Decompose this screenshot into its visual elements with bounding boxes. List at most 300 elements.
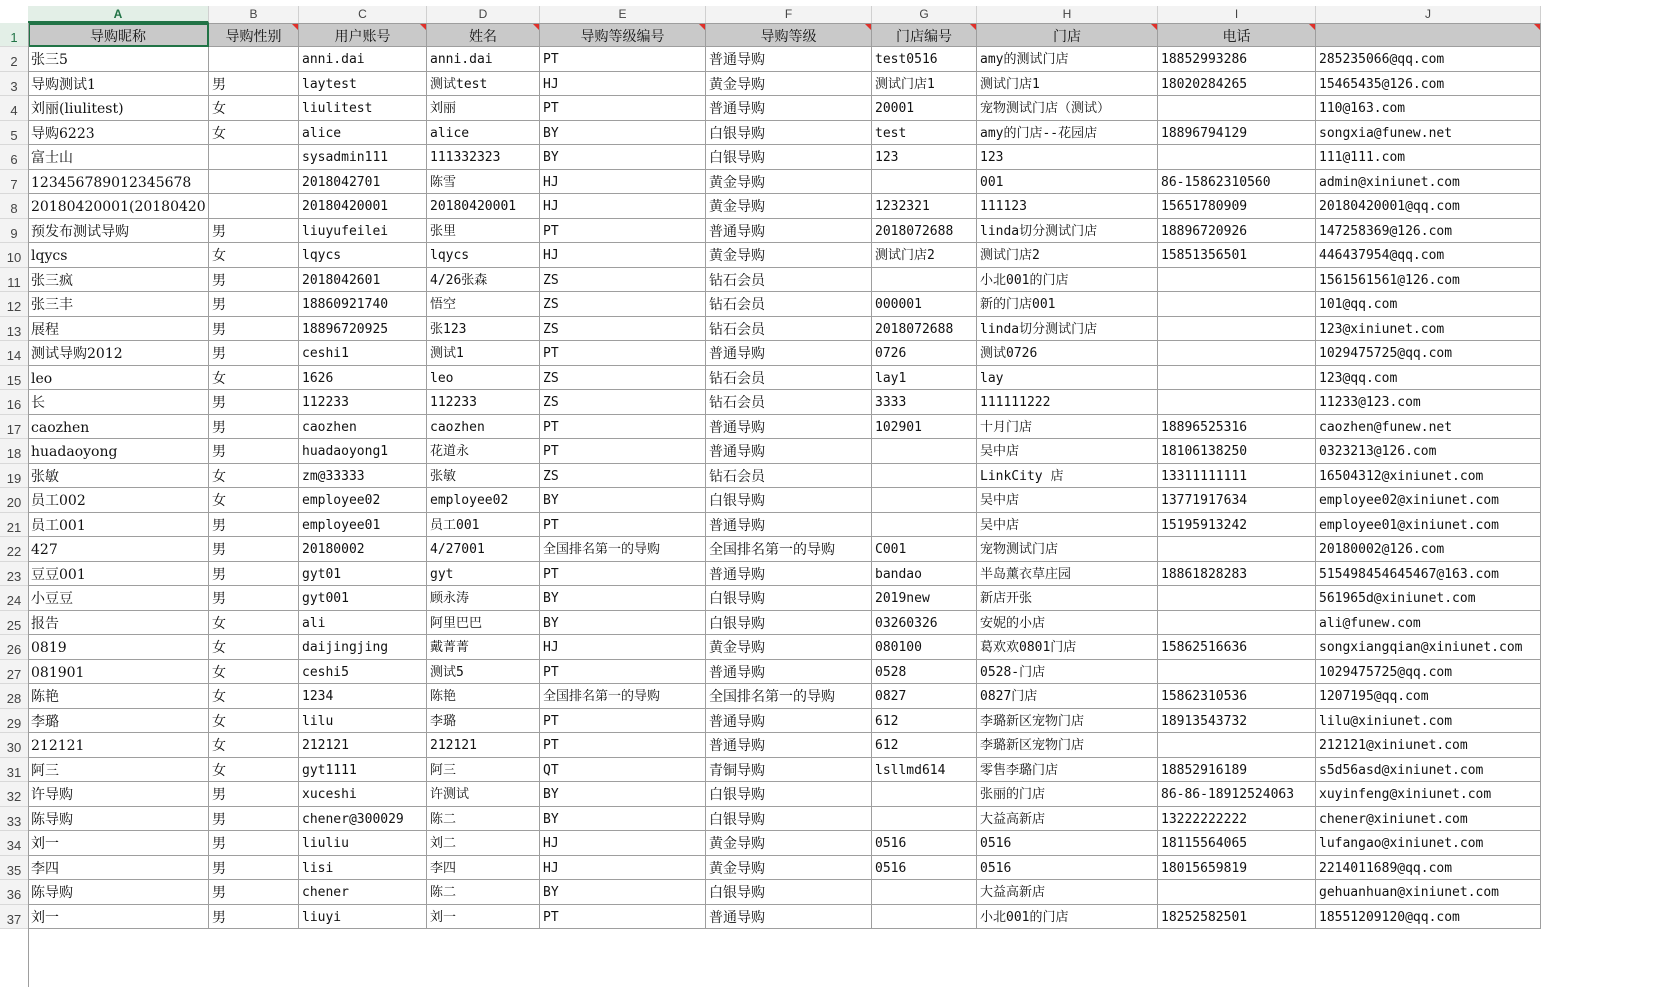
table-cell-h[interactable]: 0516 — [977, 831, 1158, 856]
table-cell-f[interactable]: 普通导购 — [706, 47, 872, 72]
header-cell-b[interactable] — [209, 23, 299, 47]
row-number[interactable]: 36 — [0, 880, 28, 905]
table-cell-c[interactable]: liuyi — [299, 905, 427, 930]
table-cell-b[interactable]: 女 — [209, 611, 299, 636]
header-cell-g[interactable] — [872, 23, 977, 47]
table-cell-c[interactable]: 212121 — [299, 733, 427, 758]
table-cell-i[interactable]: 18015659819 — [1158, 856, 1316, 881]
table-cell-i[interactable]: 18115564065 — [1158, 831, 1316, 856]
table-cell-a[interactable]: 427 — [28, 537, 209, 562]
column-letter-i[interactable]: I — [1158, 6, 1316, 23]
table-cell-h[interactable]: 123 — [977, 145, 1158, 170]
table-cell-j[interactable]: 1029475725@qq.com — [1316, 341, 1541, 366]
table-cell-j[interactable]: 285235066@qq.com — [1316, 47, 1541, 72]
table-cell-g[interactable]: 123 — [872, 145, 977, 170]
comment-marker-icon[interactable] — [420, 24, 426, 30]
table-cell-d[interactable]: leo — [427, 366, 540, 391]
table-cell-j[interactable]: songxia@funew.net — [1316, 121, 1541, 146]
comment-marker-icon[interactable] — [970, 24, 976, 30]
table-cell-d[interactable]: gyt — [427, 562, 540, 587]
table-cell-j[interactable]: 123@xiniunet.com — [1316, 317, 1541, 342]
table-cell-e[interactable]: BY — [540, 807, 706, 832]
table-cell-j[interactable]: 101@qq.com — [1316, 292, 1541, 317]
table-cell-g[interactable] — [872, 488, 977, 513]
table-cell-a[interactable]: 陈艳 — [28, 684, 209, 709]
table-cell-j[interactable]: 1029475725@qq.com — [1316, 660, 1541, 685]
table-cell-a[interactable]: 许导购 — [28, 782, 209, 807]
table-cell-j[interactable]: employee02@xiniunet.com — [1316, 488, 1541, 513]
table-cell-c[interactable]: employee01 — [299, 513, 427, 538]
table-cell-f[interactable]: 白银导购 — [706, 807, 872, 832]
row-number[interactable]: 11 — [0, 268, 28, 293]
table-cell-f[interactable]: 黄金导购 — [706, 243, 872, 268]
table-cell-b[interactable]: 女 — [209, 464, 299, 489]
table-cell-e[interactable]: HJ — [540, 243, 706, 268]
table-cell-c[interactable]: 18896720925 — [299, 317, 427, 342]
table-cell-i[interactable] — [1158, 341, 1316, 366]
header-cell-a[interactable] — [28, 23, 209, 47]
table-cell-e[interactable]: PT — [540, 439, 706, 464]
row-number[interactable]: 6 — [0, 145, 28, 170]
table-cell-b[interactable]: 女 — [209, 366, 299, 391]
table-cell-g[interactable]: bandao — [872, 562, 977, 587]
table-cell-g[interactable] — [872, 880, 977, 905]
table-cell-j[interactable]: s5d56asd@xiniunet.com — [1316, 758, 1541, 783]
table-cell-b[interactable]: 女 — [209, 121, 299, 146]
table-cell-d[interactable]: anni.dai — [427, 47, 540, 72]
row-number[interactable]: 10 — [0, 243, 28, 268]
table-cell-h[interactable]: 李璐新区宠物门店 — [977, 709, 1158, 734]
row-number[interactable]: 27 — [0, 660, 28, 685]
table-cell-f[interactable]: 普通导购 — [706, 219, 872, 244]
table-cell-d[interactable]: 李四 — [427, 856, 540, 881]
table-cell-f[interactable]: 黄金导购 — [706, 856, 872, 881]
table-cell-c[interactable]: 2018042601 — [299, 268, 427, 293]
table-cell-c[interactable]: sysadmin111 — [299, 145, 427, 170]
table-cell-c[interactable]: liulitest — [299, 96, 427, 121]
table-cell-i[interactable]: 86-15862310560 — [1158, 170, 1316, 195]
table-cell-i[interactable]: 18852993286 — [1158, 47, 1316, 72]
column-letter-f[interactable]: F — [706, 6, 872, 23]
table-cell-e[interactable]: BY — [540, 611, 706, 636]
row-number[interactable]: 5 — [0, 121, 28, 146]
table-cell-e[interactable]: PT — [540, 341, 706, 366]
table-cell-a[interactable]: lqycs — [28, 243, 209, 268]
table-cell-a[interactable]: 豆豆001 — [28, 562, 209, 587]
table-cell-f[interactable]: 白银导购 — [706, 121, 872, 146]
table-cell-b[interactable]: 男 — [209, 268, 299, 293]
table-cell-a[interactable]: 123456789012345678 — [28, 170, 209, 195]
table-cell-i[interactable]: 18913543732 — [1158, 709, 1316, 734]
header-cell-d[interactable] — [427, 23, 540, 47]
table-cell-e[interactable]: ZS — [540, 292, 706, 317]
table-cell-h[interactable]: 测试0726 — [977, 341, 1158, 366]
table-cell-e[interactable]: 全国排名第一的导购 — [540, 684, 706, 709]
table-cell-b[interactable]: 男 — [209, 880, 299, 905]
table-cell-c[interactable]: 20180420001 — [299, 194, 427, 219]
table-cell-j[interactable]: 561965d@xiniunet.com — [1316, 586, 1541, 611]
table-cell-a[interactable]: 李四 — [28, 856, 209, 881]
column-letter-j[interactable]: J — [1316, 6, 1541, 23]
row-number[interactable]: 23 — [0, 562, 28, 587]
table-cell-g[interactable]: 0528 — [872, 660, 977, 685]
table-cell-j[interactable]: lufangao@xiniunet.com — [1316, 831, 1541, 856]
table-cell-e[interactable]: HJ — [540, 635, 706, 660]
table-cell-f[interactable]: 普通导购 — [706, 439, 872, 464]
table-cell-i[interactable] — [1158, 268, 1316, 293]
table-cell-c[interactable]: ali — [299, 611, 427, 636]
row-number[interactable]: 24 — [0, 586, 28, 611]
table-cell-b[interactable]: 男 — [209, 831, 299, 856]
table-cell-a[interactable]: 张三丰 — [28, 292, 209, 317]
row-number[interactable]: 3 — [0, 72, 28, 97]
table-cell-c[interactable]: 20180002 — [299, 537, 427, 562]
comment-marker-icon[interactable] — [699, 24, 705, 30]
table-cell-b[interactable]: 女 — [209, 733, 299, 758]
row-number[interactable]: 14 — [0, 341, 28, 366]
table-cell-e[interactable]: BY — [540, 782, 706, 807]
table-cell-b[interactable]: 男 — [209, 586, 299, 611]
table-cell-c[interactable]: 1234 — [299, 684, 427, 709]
table-cell-a[interactable]: 陈导购 — [28, 880, 209, 905]
table-cell-j[interactable]: 123@qq.com — [1316, 366, 1541, 391]
row-number[interactable]: 21 — [0, 513, 28, 538]
table-cell-i[interactable]: 13311111111 — [1158, 464, 1316, 489]
table-cell-f[interactable]: 钻石会员 — [706, 292, 872, 317]
table-cell-e[interactable]: 全国排名第一的导购 — [540, 537, 706, 562]
table-cell-c[interactable]: 18860921740 — [299, 292, 427, 317]
table-cell-j[interactable]: 20180002@126.com — [1316, 537, 1541, 562]
table-cell-i[interactable]: 18896525316 — [1158, 415, 1316, 440]
row-number[interactable]: 2 — [0, 47, 28, 72]
table-cell-e[interactable]: PT — [540, 562, 706, 587]
table-cell-c[interactable]: 1626 — [299, 366, 427, 391]
table-cell-a[interactable]: 张敏 — [28, 464, 209, 489]
table-cell-h[interactable]: 测试门店2 — [977, 243, 1158, 268]
table-cell-d[interactable]: 陈雪 — [427, 170, 540, 195]
row-number[interactable]: 4 — [0, 96, 28, 121]
table-cell-h[interactable]: LinkCity 店 — [977, 464, 1158, 489]
table-cell-g[interactable] — [872, 513, 977, 538]
table-cell-h[interactable]: linda切分测试门店 — [977, 219, 1158, 244]
table-cell-b[interactable]: 男 — [209, 390, 299, 415]
table-cell-f[interactable]: 钻石会员 — [706, 268, 872, 293]
table-cell-c[interactable]: gyt01 — [299, 562, 427, 587]
table-cell-j[interactable]: 18551209120@qq.com — [1316, 905, 1541, 930]
table-cell-h[interactable]: 安妮的小店 — [977, 611, 1158, 636]
table-cell-d[interactable]: 花道永 — [427, 439, 540, 464]
table-cell-i[interactable]: 15851356501 — [1158, 243, 1316, 268]
table-cell-g[interactable] — [872, 782, 977, 807]
table-cell-d[interactable]: 悟空 — [427, 292, 540, 317]
table-cell-i[interactable]: 18861828283 — [1158, 562, 1316, 587]
table-cell-a[interactable]: 员工002 — [28, 488, 209, 513]
row-number[interactable]: 9 — [0, 219, 28, 244]
table-cell-d[interactable]: 测试5 — [427, 660, 540, 685]
row-number[interactable]: 18 — [0, 439, 28, 464]
row-number[interactable]: 30 — [0, 733, 28, 758]
table-cell-b[interactable] — [209, 47, 299, 72]
table-cell-c[interactable]: liuliu — [299, 831, 427, 856]
table-cell-i[interactable]: 13222222222 — [1158, 807, 1316, 832]
table-cell-g[interactable]: 0827 — [872, 684, 977, 709]
row-number[interactable]: 26 — [0, 635, 28, 660]
row-number[interactable]: 7 — [0, 170, 28, 195]
table-cell-a[interactable]: 展程 — [28, 317, 209, 342]
table-cell-c[interactable]: gyt1111 — [299, 758, 427, 783]
row-number[interactable]: 13 — [0, 317, 28, 342]
table-cell-d[interactable]: 刘一 — [427, 905, 540, 930]
table-cell-j[interactable]: 15465435@126.com — [1316, 72, 1541, 97]
table-cell-a[interactable]: caozhen — [28, 415, 209, 440]
table-cell-e[interactable]: HJ — [540, 194, 706, 219]
table-cell-j[interactable]: chener@xiniunet.com — [1316, 807, 1541, 832]
table-cell-d[interactable]: 4/27001 — [427, 537, 540, 562]
table-cell-e[interactable]: ZS — [540, 366, 706, 391]
table-cell-f[interactable]: 普通导购 — [706, 905, 872, 930]
table-cell-f[interactable]: 黄金导购 — [706, 170, 872, 195]
table-cell-b[interactable]: 女 — [209, 684, 299, 709]
column-letter-d[interactable]: D — [427, 6, 540, 23]
table-cell-g[interactable]: 测试门店1 — [872, 72, 977, 97]
table-cell-d[interactable]: 测试1 — [427, 341, 540, 366]
row-number[interactable]: 25 — [0, 611, 28, 636]
table-cell-g[interactable]: C001 — [872, 537, 977, 562]
table-cell-g[interactable]: 612 — [872, 709, 977, 734]
table-cell-h[interactable]: 小北001的门店 — [977, 905, 1158, 930]
table-cell-h[interactable]: 宠物测试门店 — [977, 537, 1158, 562]
table-cell-e[interactable]: PT — [540, 96, 706, 121]
table-cell-d[interactable]: 212121 — [427, 733, 540, 758]
table-cell-a[interactable]: 员工001 — [28, 513, 209, 538]
table-cell-i[interactable] — [1158, 611, 1316, 636]
table-cell-e[interactable]: BY — [540, 121, 706, 146]
table-cell-f[interactable]: 全国排名第一的导购 — [706, 537, 872, 562]
row-number[interactable]: 29 — [0, 709, 28, 734]
table-cell-a[interactable]: 小豆豆 — [28, 586, 209, 611]
table-cell-c[interactable]: employee02 — [299, 488, 427, 513]
table-cell-b[interactable]: 男 — [209, 341, 299, 366]
table-cell-f[interactable]: 全国排名第一的导购 — [706, 684, 872, 709]
table-cell-f[interactable]: 钻石会员 — [706, 317, 872, 342]
table-cell-i[interactable] — [1158, 390, 1316, 415]
table-cell-h[interactable]: amy的门店--花园店 — [977, 121, 1158, 146]
table-cell-f[interactable]: 普通导购 — [706, 513, 872, 538]
comment-marker-icon[interactable] — [1309, 24, 1315, 30]
table-cell-c[interactable]: chener — [299, 880, 427, 905]
table-cell-b[interactable]: 男 — [209, 782, 299, 807]
table-cell-h[interactable]: 吴中店 — [977, 488, 1158, 513]
table-cell-g[interactable]: 0516 — [872, 856, 977, 881]
table-cell-h[interactable]: 宠物测试门店（测试） — [977, 96, 1158, 121]
table-cell-f[interactable]: 白银导购 — [706, 145, 872, 170]
table-cell-d[interactable]: lqycs — [427, 243, 540, 268]
table-cell-a[interactable]: 阿三 — [28, 758, 209, 783]
table-cell-i[interactable] — [1158, 537, 1316, 562]
table-cell-d[interactable]: 李璐 — [427, 709, 540, 734]
table-cell-j[interactable]: ali@funew.com — [1316, 611, 1541, 636]
table-cell-i[interactable]: 18252582501 — [1158, 905, 1316, 930]
table-cell-h[interactable]: 半岛薰衣草庄园 — [977, 562, 1158, 587]
table-cell-j[interactable]: gehuanhuan@xiniunet.com — [1316, 880, 1541, 905]
table-cell-a[interactable]: 李璐 — [28, 709, 209, 734]
table-cell-e[interactable]: PT — [540, 709, 706, 734]
table-cell-a[interactable]: 刘一 — [28, 905, 209, 930]
table-cell-i[interactable]: 15862516636 — [1158, 635, 1316, 660]
table-cell-g[interactable]: 000001 — [872, 292, 977, 317]
table-cell-b[interactable]: 女 — [209, 243, 299, 268]
table-cell-e[interactable]: HJ — [540, 856, 706, 881]
column-letter-g[interactable]: G — [872, 6, 977, 23]
table-cell-j[interactable]: 16504312@xiniunet.com — [1316, 464, 1541, 489]
table-cell-j[interactable]: 147258369@126.com — [1316, 219, 1541, 244]
table-cell-e[interactable]: PT — [540, 733, 706, 758]
table-cell-f[interactable]: 普通导购 — [706, 415, 872, 440]
table-cell-a[interactable]: 20180420001(20180420 — [28, 194, 209, 219]
table-cell-b[interactable]: 男 — [209, 317, 299, 342]
table-cell-i[interactable]: 13771917634 — [1158, 488, 1316, 513]
comment-marker-icon[interactable] — [865, 24, 871, 30]
table-cell-a[interactable]: 张三5 — [28, 47, 209, 72]
table-cell-i[interactable] — [1158, 317, 1316, 342]
table-cell-f[interactable]: 普通导购 — [706, 562, 872, 587]
table-cell-h[interactable]: lay — [977, 366, 1158, 391]
table-cell-e[interactable]: ZS — [540, 268, 706, 293]
table-cell-g[interactable]: test0516 — [872, 47, 977, 72]
table-cell-e[interactable]: BY — [540, 880, 706, 905]
table-cell-e[interactable]: HJ — [540, 72, 706, 97]
table-cell-e[interactable]: PT — [540, 415, 706, 440]
row-number[interactable]: 28 — [0, 684, 28, 709]
table-cell-c[interactable]: zm@33333 — [299, 464, 427, 489]
table-cell-i[interactable] — [1158, 96, 1316, 121]
table-cell-e[interactable]: QT — [540, 758, 706, 783]
table-cell-c[interactable]: anni.dai — [299, 47, 427, 72]
table-cell-c[interactable]: lilu — [299, 709, 427, 734]
table-cell-a[interactable]: 081901 — [28, 660, 209, 685]
table-cell-g[interactable]: 2019new — [872, 586, 977, 611]
header-cell-c[interactable] — [299, 23, 427, 47]
table-cell-c[interactable]: caozhen — [299, 415, 427, 440]
table-cell-b[interactable]: 男 — [209, 439, 299, 464]
table-cell-g[interactable] — [872, 170, 977, 195]
table-cell-f[interactable]: 黄金导购 — [706, 831, 872, 856]
table-cell-i[interactable]: 18852916189 — [1158, 758, 1316, 783]
table-cell-d[interactable]: alice — [427, 121, 540, 146]
table-cell-b[interactable]: 男 — [209, 905, 299, 930]
table-cell-f[interactable]: 普通导购 — [706, 733, 872, 758]
header-cell-h[interactable] — [977, 23, 1158, 47]
table-cell-h[interactable]: 大益高新店 — [977, 807, 1158, 832]
table-cell-b[interactable] — [209, 170, 299, 195]
table-cell-c[interactable]: 112233 — [299, 390, 427, 415]
table-cell-h[interactable]: 小北001的门店 — [977, 268, 1158, 293]
table-cell-f[interactable]: 白银导购 — [706, 611, 872, 636]
table-cell-j[interactable]: 446437954@qq.com — [1316, 243, 1541, 268]
table-cell-f[interactable]: 普通导购 — [706, 660, 872, 685]
table-cell-h[interactable]: 111111222 — [977, 390, 1158, 415]
table-cell-a[interactable]: huadaoyong — [28, 439, 209, 464]
table-cell-b[interactable]: 女 — [209, 758, 299, 783]
table-cell-f[interactable]: 白银导购 — [706, 586, 872, 611]
table-cell-i[interactable]: 86-86-18912524063 — [1158, 782, 1316, 807]
table-cell-f[interactable]: 黄金导购 — [706, 194, 872, 219]
table-cell-d[interactable]: 陈二 — [427, 807, 540, 832]
table-cell-d[interactable]: 4/26张森 — [427, 268, 540, 293]
table-cell-d[interactable]: 刘二 — [427, 831, 540, 856]
table-cell-j[interactable]: songxiangqian@xiniunet.com — [1316, 635, 1541, 660]
table-cell-i[interactable] — [1158, 733, 1316, 758]
table-cell-h[interactable]: 李璐新区宠物门店 — [977, 733, 1158, 758]
table-cell-g[interactable]: 03260326 — [872, 611, 977, 636]
row-number[interactable]: 19 — [0, 464, 28, 489]
table-cell-e[interactable]: HJ — [540, 831, 706, 856]
table-cell-f[interactable]: 黄金导购 — [706, 72, 872, 97]
table-cell-e[interactable]: BY — [540, 586, 706, 611]
table-cell-a[interactable]: 富士山 — [28, 145, 209, 170]
table-cell-e[interactable]: BY — [540, 488, 706, 513]
table-cell-b[interactable] — [209, 145, 299, 170]
table-cell-d[interactable]: employee02 — [427, 488, 540, 513]
table-cell-d[interactable]: 刘丽 — [427, 96, 540, 121]
table-cell-e[interactable]: PT — [540, 905, 706, 930]
table-cell-d[interactable]: 许测试 — [427, 782, 540, 807]
table-cell-f[interactable]: 黄金导购 — [706, 635, 872, 660]
table-cell-j[interactable]: 1207195@qq.com — [1316, 684, 1541, 709]
table-cell-h[interactable]: 0516 — [977, 856, 1158, 881]
row-number[interactable]: 33 — [0, 807, 28, 832]
table-cell-d[interactable]: 112233 — [427, 390, 540, 415]
table-cell-b[interactable]: 女 — [209, 709, 299, 734]
table-cell-i[interactable] — [1158, 145, 1316, 170]
table-cell-b[interactable]: 男 — [209, 415, 299, 440]
table-cell-i[interactable] — [1158, 366, 1316, 391]
row-number[interactable]: 32 — [0, 782, 28, 807]
table-cell-e[interactable]: HJ — [540, 170, 706, 195]
table-cell-b[interactable]: 男 — [209, 292, 299, 317]
table-cell-j[interactable]: 1561561561@126.com — [1316, 268, 1541, 293]
table-cell-c[interactable]: gyt001 — [299, 586, 427, 611]
table-cell-c[interactable]: laytest — [299, 72, 427, 97]
table-cell-i[interactable]: 15651780909 — [1158, 194, 1316, 219]
table-cell-f[interactable]: 普通导购 — [706, 341, 872, 366]
table-cell-j[interactable]: 11233@123.com — [1316, 390, 1541, 415]
table-cell-d[interactable]: 阿三 — [427, 758, 540, 783]
table-cell-h[interactable]: 111123 — [977, 194, 1158, 219]
table-cell-j[interactable]: 111@111.com — [1316, 145, 1541, 170]
table-cell-h[interactable]: 0528-门店 — [977, 660, 1158, 685]
table-cell-g[interactable] — [872, 464, 977, 489]
table-cell-a[interactable]: 长 — [28, 390, 209, 415]
table-cell-c[interactable]: chener@300029 — [299, 807, 427, 832]
table-cell-g[interactable]: 102901 — [872, 415, 977, 440]
table-cell-i[interactable]: 15195913242 — [1158, 513, 1316, 538]
table-cell-f[interactable]: 钻石会员 — [706, 390, 872, 415]
table-cell-j[interactable]: xuyinfeng@xiniunet.com — [1316, 782, 1541, 807]
table-cell-d[interactable]: 测试test — [427, 72, 540, 97]
column-letter-b[interactable]: B — [209, 6, 299, 23]
table-cell-j[interactable]: caozhen@funew.net — [1316, 415, 1541, 440]
comment-marker-icon[interactable] — [533, 24, 539, 30]
table-cell-g[interactable]: test — [872, 121, 977, 146]
table-cell-h[interactable]: 零售李璐门店 — [977, 758, 1158, 783]
table-cell-d[interactable]: 陈二 — [427, 880, 540, 905]
table-cell-e[interactable]: ZS — [540, 317, 706, 342]
table-cell-h[interactable]: amy的测试门店 — [977, 47, 1158, 72]
table-cell-d[interactable]: 张敏 — [427, 464, 540, 489]
table-cell-i[interactable]: 15862310536 — [1158, 684, 1316, 709]
table-cell-i[interactable] — [1158, 880, 1316, 905]
